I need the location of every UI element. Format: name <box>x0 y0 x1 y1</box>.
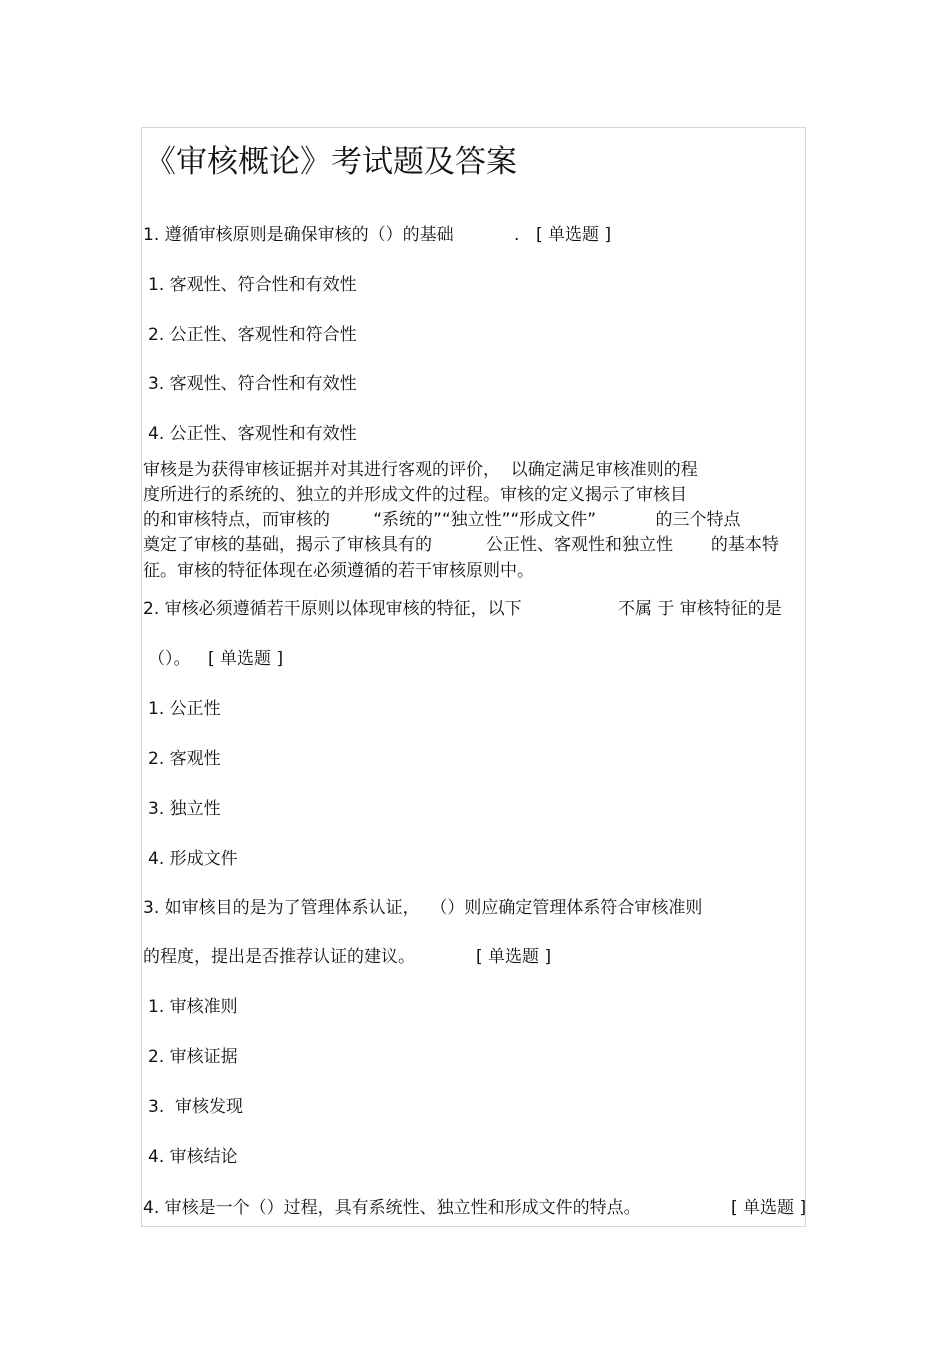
question-3-type-tag: [ 单选题 ] <box>476 947 552 967</box>
explanation-line-1: 审核是为获得审核证据并对其进行客观的评价， 以确定满足审核准则的程 <box>143 460 698 480</box>
question-2-type-tag: [ 单选题 ] <box>208 649 284 669</box>
question-4-type-tag: [ 单选题 ] <box>731 1198 807 1218</box>
question-1-option-2[interactable]: 2. 公正性、客观性和符合性 <box>148 325 357 345</box>
question-4-stem: 4. 审核是一个（）过程，具有系统性、独立性和形成文件的特点。 <box>143 1198 641 1218</box>
question-2-option-1[interactable]: 1. 公正性 <box>148 699 221 719</box>
page-title: 《审核概论》考试题及答案 <box>145 144 517 180</box>
question-2-option-2[interactable]: 2. 客观性 <box>148 749 221 769</box>
question-1-stem: 1. 遵循审核原则是确保审核的（）的基础 <box>143 225 454 245</box>
question-1-option-1[interactable]: 1. 客观性、符合性和有效性 <box>148 275 357 295</box>
question-2-stem-b: 不属 于 审核特征的是 <box>618 599 782 619</box>
explanation-line-3: 的和审核特点，而审核的 “系统的”“独立性”“形成文件” 的三个特点 <box>143 510 741 530</box>
question-1-option-4[interactable]: 4. 公正性、客观性和有效性 <box>148 424 357 444</box>
question-3-option-4[interactable]: 4. 审核结论 <box>148 1147 238 1167</box>
question-2-stem-c: （）。 <box>148 649 191 669</box>
question-2-stem-a: 2. 审核必须遵循若干原则以体现审核的特征，以下 <box>143 599 522 619</box>
question-3-stem-a: 3. 如审核目的是为了管理体系认证， （）则应确定管理体系符合审核准则 <box>143 898 703 918</box>
explanation-line-4: 奠定了审核的基础，揭示了审核具有的 公正性、客观性和独立性 的基本特 <box>143 535 779 555</box>
question-3-option-1[interactable]: 1. 审核准则 <box>148 997 238 1017</box>
question-1-option-3[interactable]: 3. 客观性、符合性和有效性 <box>148 374 357 394</box>
explanation-line-5: 征。审核的特征体现在必须遵循的若干审核原则中。 <box>143 561 534 581</box>
question-3-option-2[interactable]: 2. 审核证据 <box>148 1047 238 1067</box>
question-3-stem-b: 的程度，提出是否推荐认证的建议。 <box>143 947 415 967</box>
explanation-line-2: 度所进行的系统的、独立的并形成文件的过程。审核的定义揭示了审核目 <box>143 485 687 505</box>
question-1-dot: . <box>514 225 520 245</box>
question-3-option-3[interactable]: 3. 审核发现 <box>148 1097 244 1117</box>
question-2-option-3[interactable]: 3. 独立性 <box>148 799 221 819</box>
question-2-option-4[interactable]: 4. 形成文件 <box>148 849 238 869</box>
question-1-type-tag: [ 单选题 ] <box>536 225 612 245</box>
